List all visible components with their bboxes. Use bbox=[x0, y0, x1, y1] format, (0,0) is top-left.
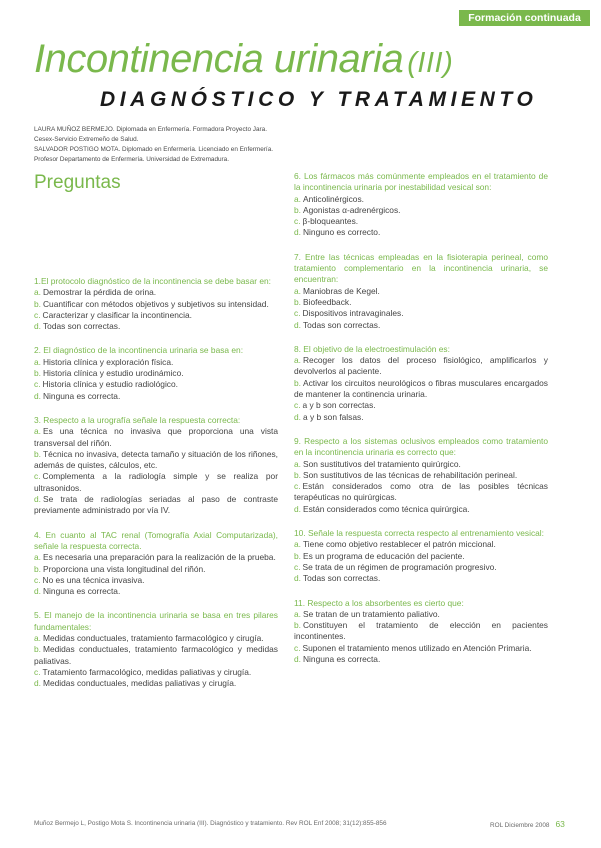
answer-option bbox=[34, 678, 278, 689]
answer-option bbox=[34, 299, 278, 310]
question-title: 6. Los fármacos más comúnmente empleados en el tratamiento de la incontinencia urinaria por inestabilidad vesical son: bbox=[294, 171, 548, 193]
option-letter: d. bbox=[34, 586, 41, 597]
author-line: LAURA MUÑOZ BERMEJO. Diplomada en Enfermería. Formadora Proyecto Jara. bbox=[34, 126, 267, 133]
answer-option bbox=[34, 368, 278, 379]
answer-option bbox=[34, 552, 278, 563]
answer-option bbox=[294, 470, 548, 481]
option-text: Medidas conductuales, medidas paliativas y cirugía. bbox=[43, 678, 237, 689]
answer-option bbox=[294, 562, 548, 573]
question-block bbox=[34, 345, 278, 401]
answer-option bbox=[34, 379, 278, 390]
option-text: Es una técnica no invasiva que proporciona una vista transversal del riñón. bbox=[34, 426, 278, 448]
answer-option bbox=[294, 216, 548, 227]
answer-option bbox=[34, 357, 278, 368]
option-text: Todas son correctas. bbox=[303, 573, 381, 584]
answer-option bbox=[294, 286, 548, 297]
article-title-part: (III) bbox=[407, 47, 454, 79]
option-text: Maniobras de Kegel. bbox=[303, 285, 380, 296]
page-number: 63 bbox=[555, 819, 565, 829]
footer-citation: Muñoz Bermejo L, Postigo Mota S. Incontinencia urinaria (III). Diagnóstico y tratamiento. Rev ROL Enf 2008; 31(12):855-856 bbox=[34, 820, 387, 827]
option-text: Se trata de un régimen de programación progresivo. bbox=[302, 561, 497, 572]
option-text: Complementa a la radiología simple y se realiza por ultrasonidos. bbox=[34, 471, 278, 493]
option-text: Agonistas α-adrenérgicos. bbox=[303, 204, 401, 215]
option-text: Es necesaria una preparación para la realización de la prueba. bbox=[43, 552, 276, 563]
right-column bbox=[294, 171, 548, 678]
option-text: β-bloqueantes. bbox=[302, 216, 359, 227]
option-text: Técnica no invasiva, detecta tamaño y situación de los riñones, además de quistes, cálculos, etc. bbox=[34, 448, 278, 471]
answer-option bbox=[34, 586, 278, 597]
answer-option bbox=[34, 321, 278, 332]
option-letter: d. bbox=[34, 321, 41, 332]
answer-option bbox=[294, 227, 548, 238]
option-text: Medidas conductuales, tratamiento farmacológico y medidas paliativas. bbox=[34, 644, 278, 666]
answer-option bbox=[294, 297, 548, 308]
question-title: 1.El protocolo diagnóstico de la incontinencia se debe basar en: bbox=[34, 276, 271, 286]
option-letter: b. bbox=[294, 469, 301, 480]
question-block bbox=[294, 171, 548, 239]
question-title: 11. Respecto a los absorbentes es cierto que: bbox=[294, 597, 464, 608]
option-text: Se trata de radiologías seriadas al paso de contraste previamente administrado por vía IV. bbox=[34, 494, 278, 516]
option-text: Historia clínica y estudio urodinámico. bbox=[43, 368, 184, 379]
answer-option bbox=[294, 481, 548, 504]
option-letter: d. bbox=[294, 227, 301, 238]
option-letter: c. bbox=[294, 642, 301, 653]
option-text: Historia clínica y estudio radiológico. bbox=[42, 379, 178, 390]
answer-option bbox=[294, 308, 548, 319]
option-letter: b. bbox=[294, 204, 301, 215]
answer-option bbox=[34, 426, 278, 449]
question-block bbox=[34, 276, 278, 332]
answer-option bbox=[294, 355, 548, 378]
option-letter: a. bbox=[34, 356, 41, 367]
option-letter: c. bbox=[34, 379, 41, 390]
answer-option bbox=[34, 644, 278, 667]
option-text: Recoger los datos del proceso fisiológico, amplificarlos y devolverlos al paciente. bbox=[294, 355, 548, 377]
answer-option bbox=[34, 287, 278, 298]
answer-option bbox=[294, 643, 548, 654]
author-line: SALVADOR POSTIGO MOTA. Diplomado en Enfermería. Licenciado en Enfermería. bbox=[34, 146, 274, 153]
option-letter: c. bbox=[294, 308, 301, 319]
answer-option bbox=[34, 575, 278, 586]
option-text: Son sustitutivos del tratamiento quirúrgico. bbox=[303, 458, 461, 469]
question-block bbox=[34, 610, 278, 689]
option-text: Constituyen el tratamiento de elección en pacientes incontinentes. bbox=[294, 620, 548, 642]
answer-option bbox=[294, 551, 548, 562]
option-text: Se tratan de un tratamiento paliativo. bbox=[303, 608, 440, 619]
answer-option bbox=[34, 494, 278, 517]
option-text: Son sustitutivos de las técnicas de rehabilitación perineal. bbox=[303, 469, 518, 480]
option-letter: b. bbox=[294, 377, 301, 388]
answer-option bbox=[294, 412, 548, 423]
option-letter: d. bbox=[34, 494, 41, 505]
option-letter: a. bbox=[294, 285, 301, 296]
answer-option bbox=[294, 378, 548, 401]
option-letter: d. bbox=[294, 573, 301, 584]
answer-option bbox=[34, 667, 278, 678]
option-text: Proporciona una vista longitudinal del riñón. bbox=[43, 563, 206, 574]
answer-option bbox=[294, 573, 548, 584]
option-letter: a. bbox=[294, 193, 301, 204]
author-line: Cesex-Servicio Extremeño de Salud. bbox=[34, 136, 139, 143]
left-column bbox=[34, 276, 278, 703]
option-letter: c. bbox=[294, 216, 301, 227]
option-text: Dispositivos intravaginales. bbox=[302, 308, 404, 319]
question-title: 5. El manejo de la incontinencia urinaria se basa en tres pilares fundamentales: bbox=[34, 610, 278, 632]
option-letter: c. bbox=[294, 481, 301, 492]
option-letter: c. bbox=[34, 666, 41, 677]
question-block bbox=[294, 344, 548, 423]
footer-page-info bbox=[490, 819, 565, 829]
option-text: Anticolinérgicos. bbox=[303, 193, 364, 204]
option-text: Medidas conductuales, tratamiento farmacológico y cirugía. bbox=[43, 633, 264, 644]
option-letter: a. bbox=[294, 539, 301, 550]
authors-block bbox=[34, 125, 294, 165]
option-letter: c. bbox=[34, 309, 41, 320]
option-text: Todas son correctas. bbox=[303, 319, 381, 330]
option-text: Ninguna es correcta. bbox=[303, 653, 381, 664]
section-heading: Preguntas bbox=[34, 172, 121, 193]
option-letter: c. bbox=[294, 400, 301, 411]
option-text: Tratamiento farmacológico, medidas paliativas y cirugía. bbox=[42, 666, 252, 677]
option-text: Ninguna es correcta. bbox=[43, 586, 121, 597]
option-letter: c. bbox=[34, 471, 41, 482]
option-letter: d. bbox=[294, 319, 301, 330]
question-block bbox=[294, 528, 548, 584]
option-text: Biofeedback. bbox=[303, 296, 352, 307]
option-text: Tiene como objetivo restablecer el patrón miccional. bbox=[303, 539, 496, 550]
author-line: Profesor Departamento de Enfermería. Universidad de Extremadura. bbox=[34, 156, 230, 163]
option-text: Ninguno es correcto. bbox=[303, 227, 381, 238]
option-letter: b. bbox=[294, 550, 301, 561]
option-letter: c. bbox=[34, 574, 41, 585]
answer-option bbox=[34, 564, 278, 575]
answer-option bbox=[294, 459, 548, 470]
option-text: Historia clínica y exploración física. bbox=[43, 356, 174, 367]
answer-option bbox=[294, 620, 548, 643]
option-letter: a. bbox=[294, 458, 301, 469]
question-title: 7. Entre las técnicas empleadas en la fisioterapia perineal, como tratamiento complementario en la incontinencia urinaria, se encuentran: bbox=[294, 251, 548, 285]
option-letter: b. bbox=[34, 563, 41, 574]
option-letter: d. bbox=[34, 678, 41, 689]
option-text: Todas son correctas. bbox=[43, 321, 121, 332]
option-letter: d. bbox=[294, 653, 301, 664]
option-letter: d. bbox=[294, 503, 301, 514]
option-letter: a. bbox=[294, 355, 301, 366]
article-subtitle: DIAGNÓSTICO Y TRATAMIENTO bbox=[100, 88, 538, 111]
answer-option bbox=[294, 194, 548, 205]
option-letter: a. bbox=[294, 608, 301, 619]
option-letter: a. bbox=[34, 426, 41, 437]
option-letter: b. bbox=[34, 368, 41, 379]
option-text: Están considerados como otra de las posibles técnicas terapéuticas no quirúrgicas. bbox=[294, 481, 548, 503]
option-text: Están considerados como técnica quirúrgica. bbox=[303, 503, 470, 514]
option-text: Demostrar la pérdida de orina. bbox=[43, 287, 157, 298]
answer-option bbox=[294, 539, 548, 550]
answer-option bbox=[34, 310, 278, 321]
option-letter: d. bbox=[34, 390, 41, 401]
article-title bbox=[34, 36, 554, 86]
question-title: 9. Respecto a los sistemas oclusivos empleados como tratamiento en la incontinencia urinaria es correcto que: bbox=[294, 435, 548, 458]
option-text: Cuantificar con métodos objetivos y subjetivos su intensidad. bbox=[43, 298, 269, 309]
question-title: 2. El diagnóstico de la incontinencia urinaria se basa en: bbox=[34, 345, 244, 356]
option-text: a y b son correctas. bbox=[302, 400, 376, 411]
option-text: Ninguna es correcta. bbox=[43, 390, 121, 401]
option-text: Caracterizar y clasificar la incontinencia. bbox=[42, 309, 192, 320]
option-letter: d. bbox=[294, 411, 301, 422]
option-letter: b. bbox=[34, 644, 41, 655]
section-tag: Formación continuada bbox=[459, 10, 590, 26]
option-letter: b. bbox=[294, 620, 301, 631]
answer-option bbox=[294, 205, 548, 216]
question-block bbox=[294, 598, 548, 666]
option-text: Suponen el tratamiento menos utilizado en Atención Primaria. bbox=[302, 642, 532, 653]
option-letter: a. bbox=[34, 552, 41, 563]
question-block bbox=[34, 415, 278, 517]
answer-option bbox=[294, 609, 548, 620]
option-text: Activar los circuitos neurológicos o fibras musculares encargados de mantener la continencia urinaria. bbox=[294, 377, 548, 400]
option-text: Es un programa de educación del paciente. bbox=[303, 550, 465, 561]
option-letter: b. bbox=[294, 296, 301, 307]
footer-journal-date: ROL Diciembre 2008 bbox=[490, 822, 550, 829]
question-title: 8. El objetivo de la electroestimulación es: bbox=[294, 343, 450, 354]
answer-option bbox=[34, 633, 278, 644]
answer-option bbox=[294, 504, 548, 515]
question-block bbox=[294, 436, 548, 515]
option-letter: b. bbox=[34, 298, 41, 309]
option-letter: a. bbox=[34, 633, 41, 644]
question-block bbox=[294, 252, 548, 331]
answer-option bbox=[34, 471, 278, 494]
answer-option bbox=[34, 391, 278, 402]
option-letter: a. bbox=[34, 287, 41, 298]
option-text: No es una técnica invasiva. bbox=[42, 574, 145, 585]
question-block bbox=[34, 530, 278, 598]
question-title: 4. En cuanto al TAC renal (Tomografía Axial Computarizada), señale la respuesta correcta. bbox=[34, 529, 278, 551]
article-title-text: Incontinencia urinaria bbox=[34, 37, 404, 81]
answer-option bbox=[34, 449, 278, 472]
answer-option bbox=[294, 654, 548, 665]
question-title: 3. Respecto a la urografía señale la respuesta correcta: bbox=[34, 414, 241, 425]
option-letter: c. bbox=[294, 561, 301, 572]
option-text: a y b son falsas. bbox=[303, 411, 364, 422]
question-title: 10. Señale la respuesta correcta respecto al entrenamiento vesical: bbox=[294, 528, 544, 539]
answer-option bbox=[294, 320, 548, 331]
answer-option bbox=[294, 400, 548, 411]
option-letter: b. bbox=[34, 448, 41, 459]
